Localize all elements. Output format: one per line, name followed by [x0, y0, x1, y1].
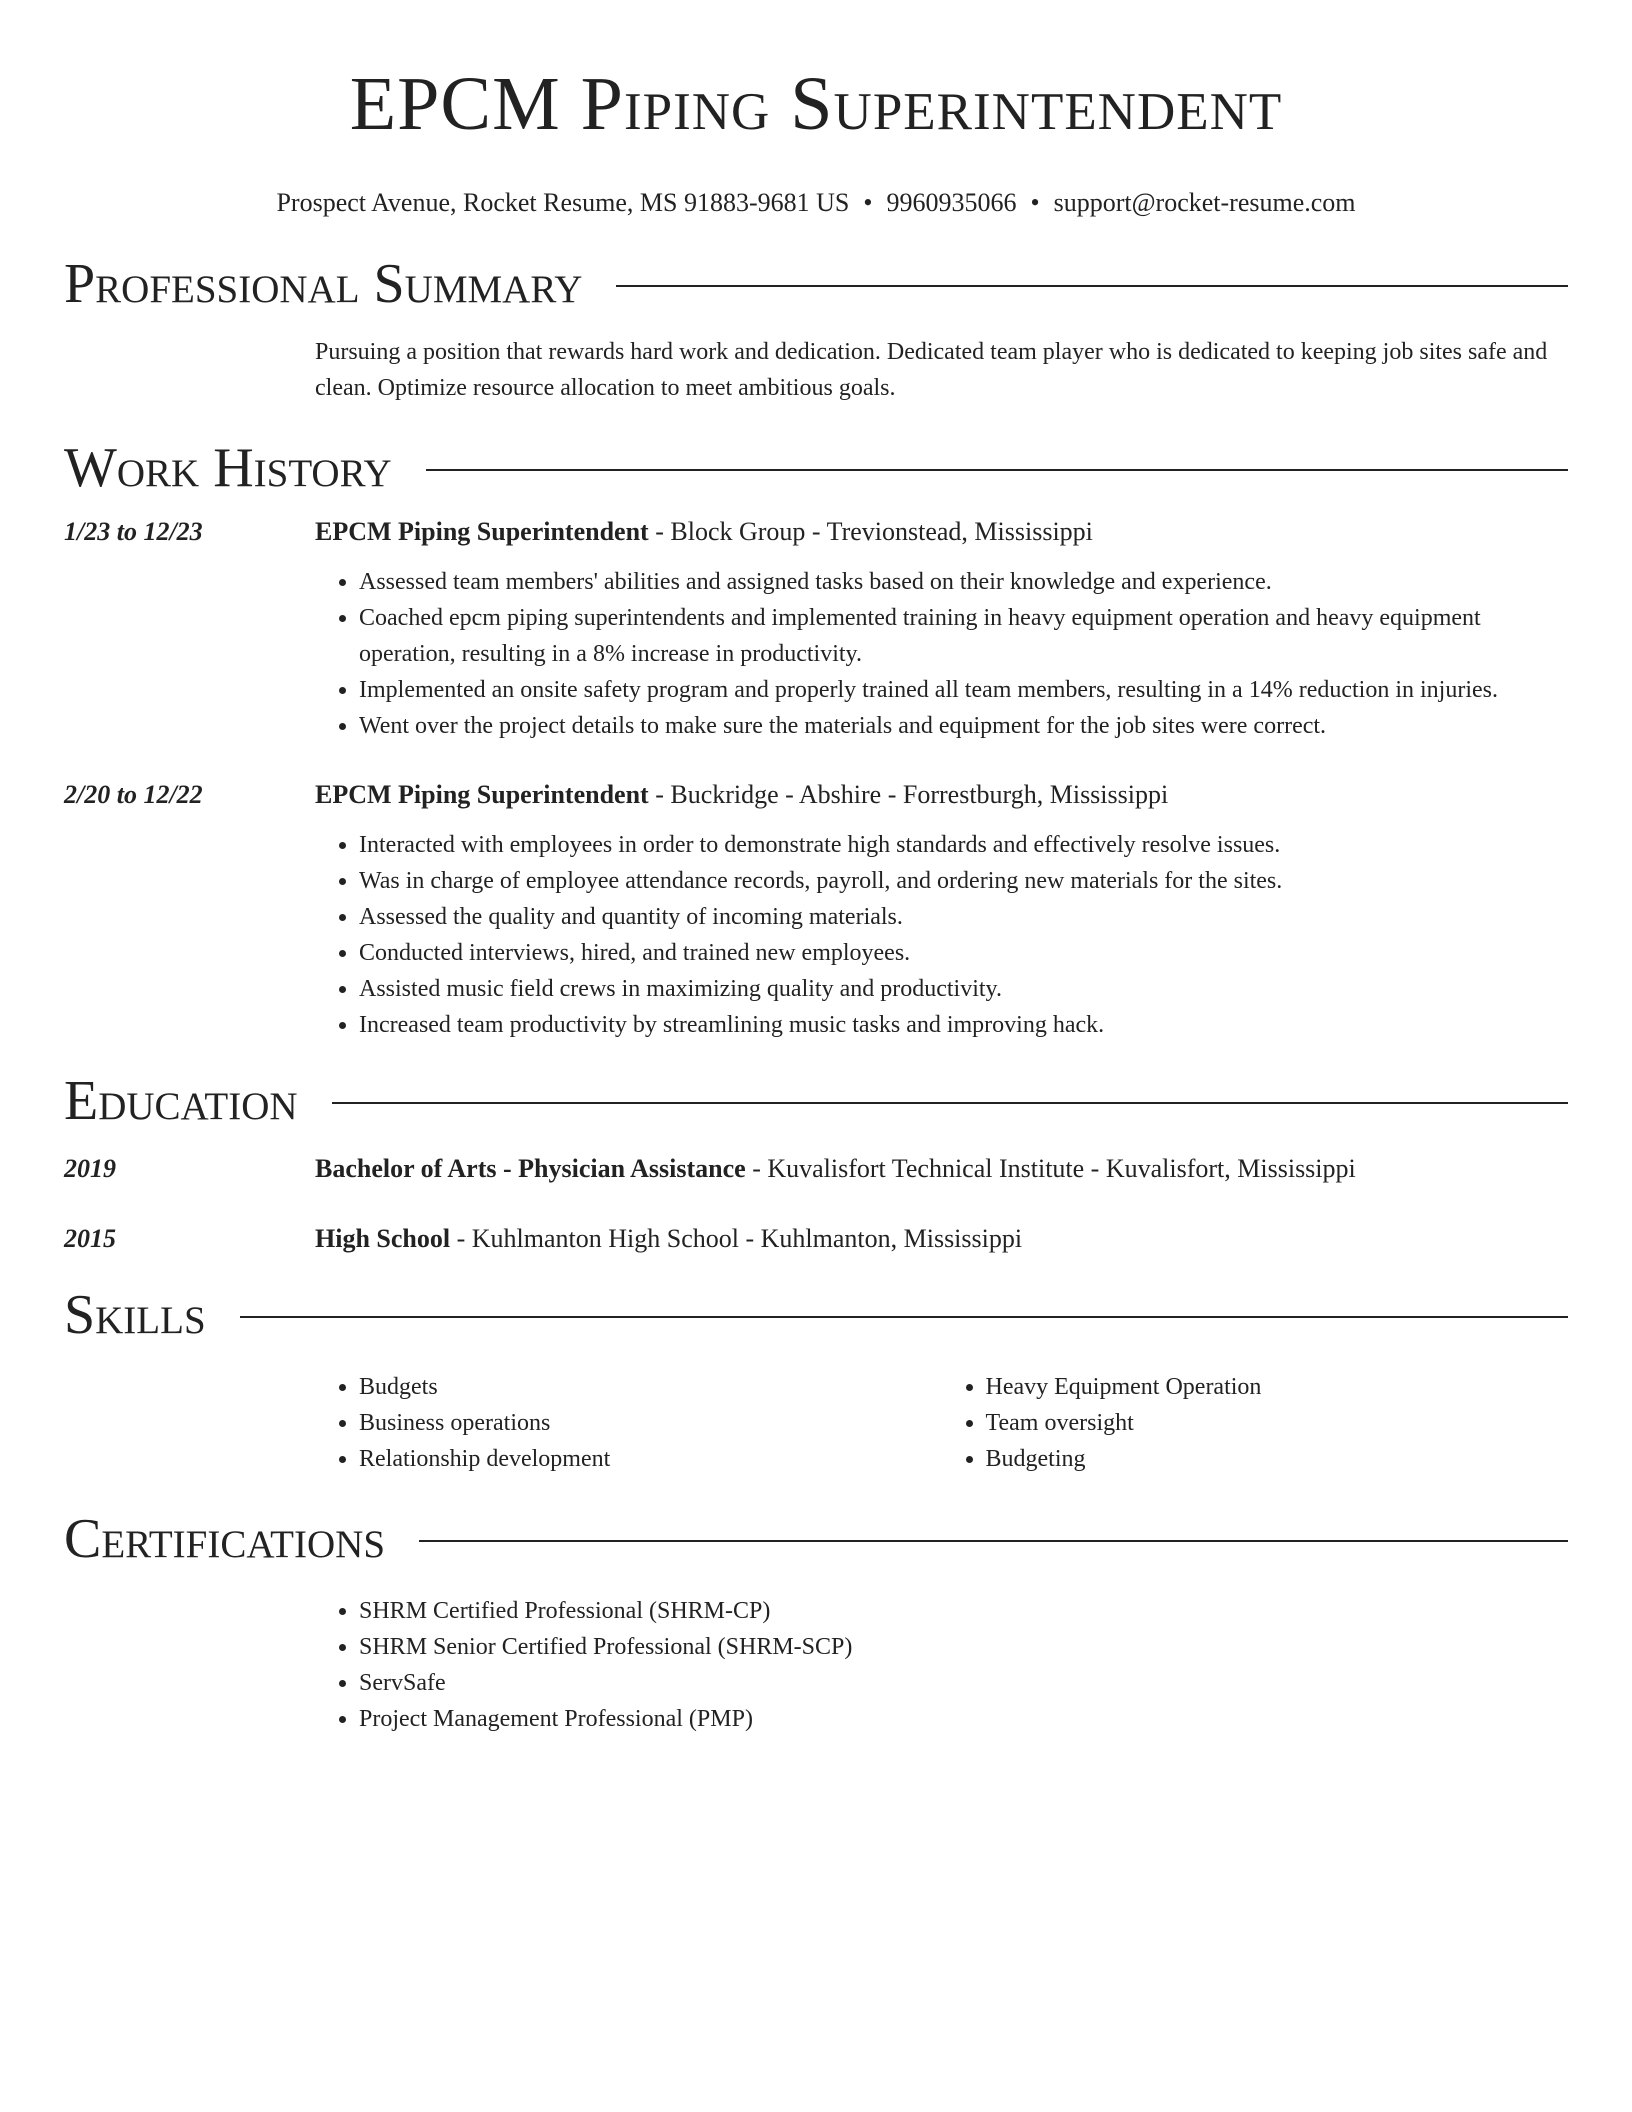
job-role: EPCM Piping Superintendent	[315, 780, 649, 809]
summary-text: Pursuing a position that rewards hard work and dedication. Dedicated team player who is dedicated to keeping job sites safe and clean. Optimize resource allocation to meet ambitious goals.	[315, 339, 1548, 401]
job-company-location: - Buckridge - Abshire - Forrestburgh, Mississippi	[648, 780, 1169, 809]
education-section-title: Education	[64, 1070, 298, 1132]
education-entry	[64, 1221, 1568, 1257]
certification-item: • SHRM Senior Certified Professional (SHRM-SCP)	[359, 1629, 1568, 1665]
job-heading	[315, 514, 1568, 550]
education-section	[64, 1069, 1568, 1257]
summary-section-title: Professional Summary	[64, 253, 583, 315]
resume-name-title: EPCM Piping Superintendent	[349, 62, 1283, 146]
certification-item: • Project Management Professional (PMP)	[359, 1701, 1568, 1737]
education-year: 2015	[64, 1224, 116, 1253]
section-divider	[332, 1102, 1568, 1104]
certifications-section	[64, 1507, 1568, 1737]
section-divider	[419, 1540, 1568, 1542]
certification-item: • ServSafe	[359, 1665, 1568, 1701]
skill-item: • Budgeting	[986, 1441, 1569, 1477]
education-entry	[64, 1151, 1568, 1187]
education-year: 2019	[64, 1154, 116, 1183]
job-bullet: • Assessed team members' abilities and assigned tasks based on their knowledge and experience.	[359, 564, 1568, 600]
job-bullet: • Conducted interviews, hired, and trained new employees.	[359, 935, 1568, 971]
skills-grid	[315, 1369, 1568, 1477]
job-role: EPCM Piping Superintendent	[315, 517, 649, 546]
education-degree: Bachelor of Arts - Physician Assistance	[315, 1154, 746, 1183]
job-bullet: • Increased team productivity by streamlining music tasks and improving hack.	[359, 1007, 1568, 1043]
certification-item: • SHRM Certified Professional (SHRM-CP)	[359, 1593, 1568, 1629]
contact-email: support@rocket-resume.com	[1053, 188, 1356, 217]
skills-section	[64, 1283, 1568, 1477]
contact-phone: 9960935066	[886, 188, 1017, 217]
section-divider	[616, 285, 1568, 287]
summary-section-header	[64, 252, 1568, 316]
skill-item: • Relationship development	[359, 1441, 942, 1477]
skills-section-title: Skills	[64, 1284, 206, 1346]
certifications-section-header	[64, 1507, 1568, 1571]
education-school-location: - Kuvalisfort Technical Institute - Kuvalisfort, Mississippi	[745, 1154, 1356, 1183]
contact-separator: •	[1030, 188, 1040, 217]
job-dates: 1/23 to 12/23	[64, 517, 203, 546]
job-content	[315, 514, 1568, 744]
work-history-section	[64, 436, 1568, 1043]
skill-item: • Budgets	[359, 1369, 942, 1405]
job-bullet: • Coached epcm piping superintendents and implemented training in heavy equipment operation and heavy equipment operation, resulting in a 8% increase in productivity.	[359, 600, 1568, 672]
skill-item: • Team oversight	[986, 1405, 1569, 1441]
job-bullet: • Went over the project details to make sure the materials and equipment for the job sites were correct.	[359, 708, 1568, 744]
contact-address: Prospect Avenue, Rocket Resume, MS 91883-9681 US	[276, 188, 850, 217]
job-bullet: • Assessed the quality and quantity of incoming materials.	[359, 899, 1568, 935]
skill-item: • Heavy Equipment Operation	[986, 1369, 1569, 1405]
work-history-section-header	[64, 436, 1568, 500]
skills-section-header	[64, 1283, 1568, 1347]
education-heading	[315, 1221, 1568, 1257]
work-history-section-title: Work History	[64, 437, 392, 499]
job-bullets	[315, 827, 1568, 1043]
education-heading	[315, 1151, 1568, 1187]
resume-page	[64, 0, 1568, 1737]
skills-column-right	[942, 1369, 1569, 1477]
section-divider	[426, 469, 1568, 471]
education-section-header	[64, 1069, 1568, 1133]
job-company-location: - Block Group - Trevionstead, Mississippi	[648, 517, 1093, 546]
contact-line	[64, 188, 1568, 218]
education-school-location: - Kuhlmanton High School - Kuhlmanton, Mississippi	[450, 1224, 1023, 1253]
job-heading	[315, 777, 1568, 813]
contact-separator: •	[863, 188, 873, 217]
job-entry	[64, 777, 1568, 1043]
job-bullet: • Implemented an onsite safety program and properly trained all team members, resulting in a 14% reduction in injuries.	[359, 672, 1568, 708]
section-divider	[240, 1316, 1568, 1318]
summary-section	[64, 252, 1568, 406]
certifications-list	[315, 1593, 1568, 1737]
skill-item: • Business operations	[359, 1405, 942, 1441]
skills-column-left	[315, 1369, 942, 1477]
certifications-section-title: Certifications	[64, 1508, 386, 1570]
job-entry	[64, 514, 1568, 744]
job-dates: 2/20 to 12/22	[64, 780, 203, 809]
job-bullet: • Interacted with employees in order to demonstrate high standards and effectively resolve issues.	[359, 827, 1568, 863]
job-bullet: • Was in charge of employee attendance records, payroll, and ordering new materials for the sites.	[359, 863, 1568, 899]
job-bullet: • Assisted music field crews in maximizing quality and productivity.	[359, 971, 1568, 1007]
job-content	[315, 777, 1568, 1043]
job-bullets	[315, 564, 1568, 744]
education-degree: High School	[315, 1224, 451, 1253]
